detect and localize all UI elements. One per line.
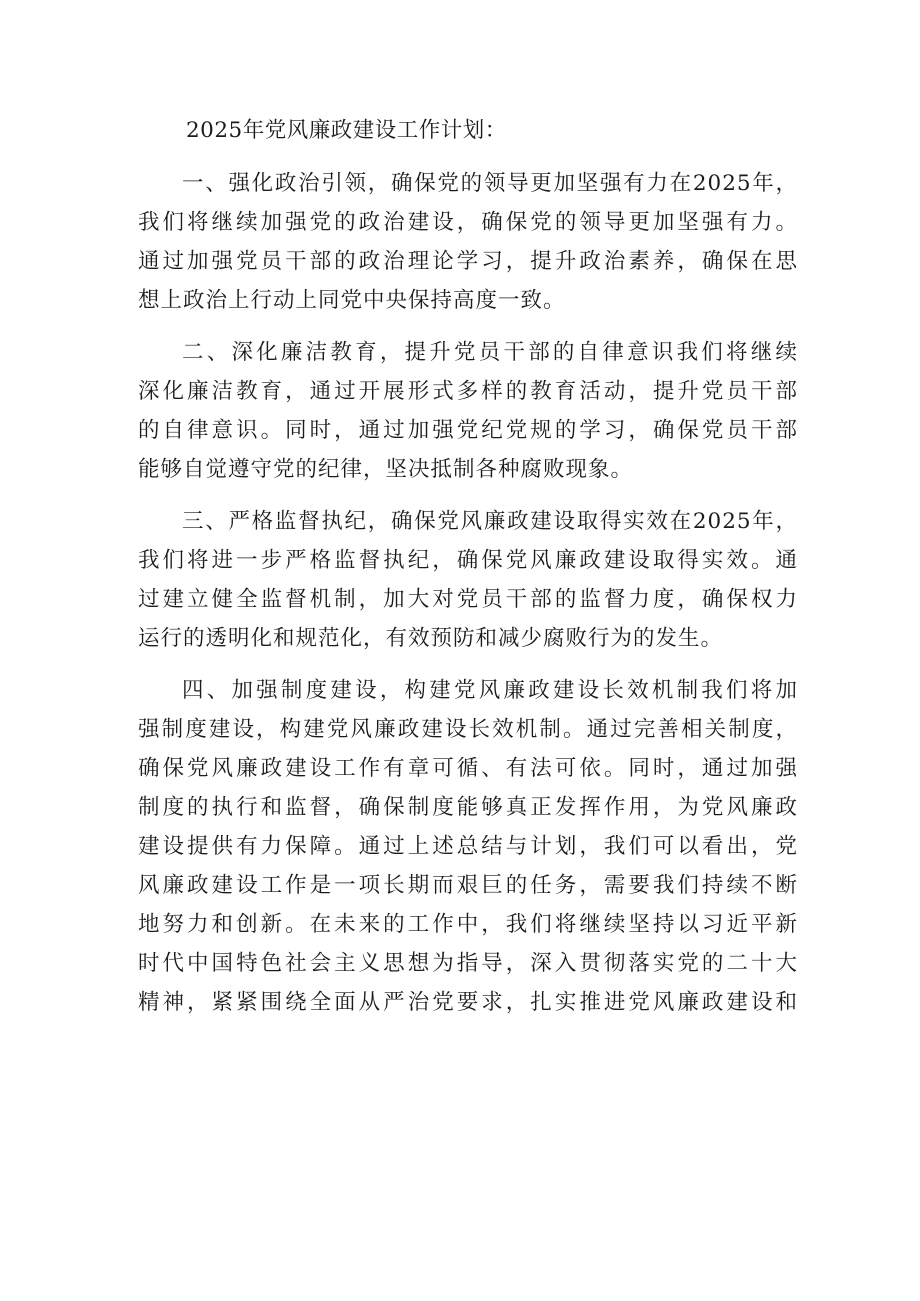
paragraph-line: 四、加强制度建设，构建党风廉政建设长效机制我们将加 xyxy=(182,678,798,703)
paragraph-line: 我们将继续加强党的政治建设，确保党的领导更加坚强有力。 xyxy=(138,210,798,235)
paragraph-4 xyxy=(138,671,798,1022)
paragraph-line: 建设提供有力保障。通过上述总结与计划，我们可以看出，党 xyxy=(138,834,798,859)
paragraph-line: 地努力和创新。在未来的工作中，我们将继续坚持以习近平新 xyxy=(138,912,798,937)
paragraph-line: 确保党风廉政建设工作有章可循、有法可依。同时，通过加强 xyxy=(138,756,798,781)
document-title: 2025年党风廉政建设工作计划： xyxy=(186,118,507,143)
paragraph-line: 的自律意识。同时，通过加强党纪党规的学习，确保党员干部 xyxy=(138,418,798,443)
paragraph-line: 二、深化廉洁教育，提升党员干部的自律意识我们将继续 xyxy=(182,340,798,365)
paragraph-line: 我们将进一步严格监督执纪，确保党风廉政建设取得实效。通 xyxy=(138,548,798,573)
paragraph-line: 三、严格监督执纪，确保党风廉政建设取得实效在2025年， xyxy=(182,509,798,534)
paragraph-line: 时代中国特色社会主义思想为指导，深入贯彻落实党的二十大 xyxy=(138,951,798,976)
paragraph-2 xyxy=(138,333,798,489)
paragraph-line: 制度的执行和监督，确保制度能够真正发挥作用，为党风廉政 xyxy=(138,795,798,820)
paragraph-3 xyxy=(138,502,798,658)
paragraph-line: 能够自觉遵守党的纪律，坚决抵制各种腐败现象。 xyxy=(138,457,634,482)
paragraph-line: 精神，紧紧围绕全面从严治党要求，扎实推进党风廉政建设和 xyxy=(138,990,798,1015)
paragraph-line: 风廉政建设工作是一项长期而艰巨的任务，需要我们持续不断 xyxy=(138,873,798,898)
paragraph-line: 想上政治上行动上同党中央保持高度一致。 xyxy=(138,288,566,313)
paragraph-line: 运行的透明化和规范化，有效预防和减少腐败行为的发生。 xyxy=(138,626,724,651)
document-body xyxy=(138,110,798,1022)
paragraph-line: 过建立健全监督机制，加大对党员干部的监督力度，确保权力 xyxy=(138,587,798,612)
paragraph-line: 强制度建设，构建党风廉政建设长效机制。通过完善相关制度， xyxy=(138,717,798,742)
paragraph-line: 一、强化政治引领，确保党的领导更加坚强有力在2025年， xyxy=(182,171,798,196)
paragraph-1 xyxy=(138,164,798,320)
paragraph-line: 通过加强党员干部的政治理论学习，提升政治素养，确保在思 xyxy=(138,249,798,274)
paragraph-line: 深化廉洁教育，通过开展形式多样的教育活动，提升党员干部 xyxy=(138,379,798,404)
